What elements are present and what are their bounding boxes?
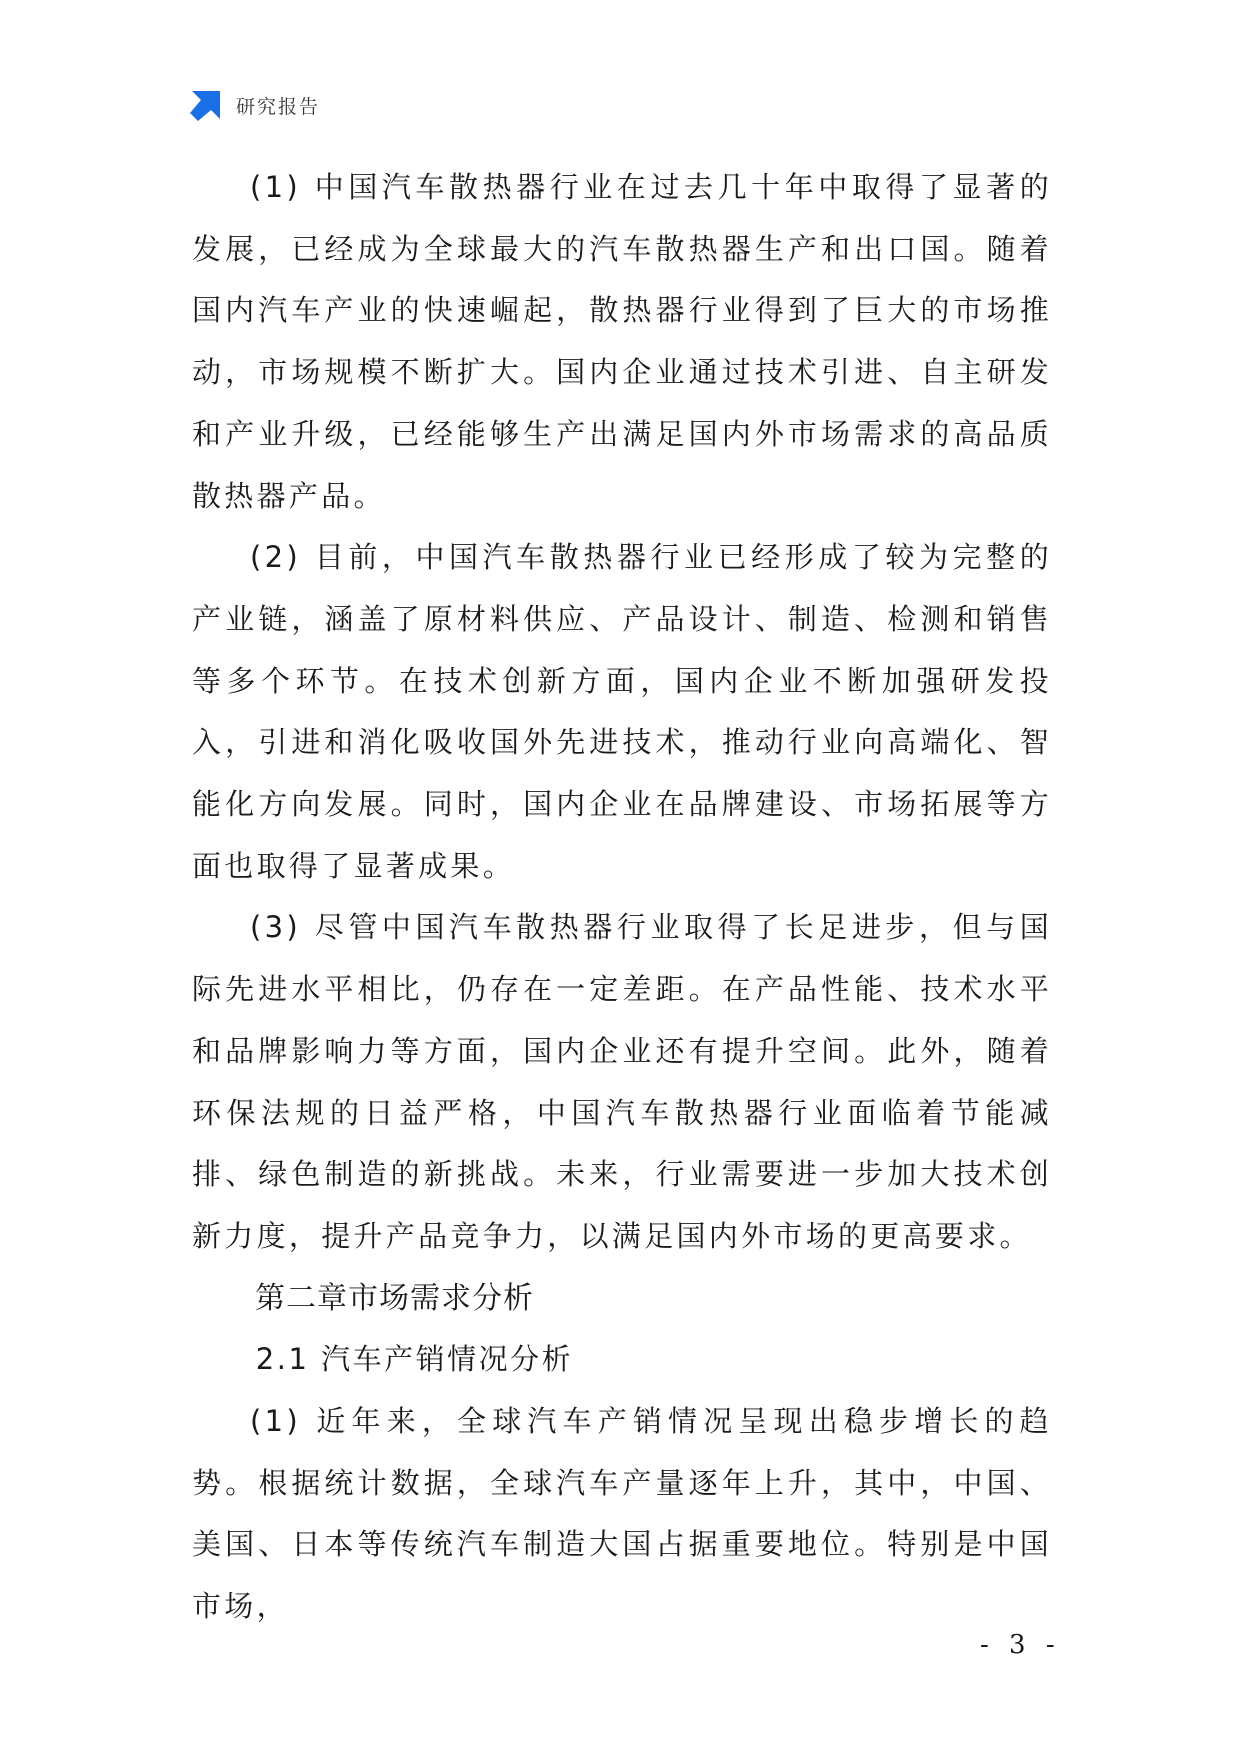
- page-number: - 3 -: [980, 1630, 1061, 1660]
- diagonal-arrow-logo-icon: [190, 89, 222, 121]
- document-body: [192, 157, 1052, 1624]
- report-label: 研究报告: [236, 95, 321, 118]
- body-paragraph-4: (1) 近年来，全球汽车产销情况呈现出稳步增长的趋势。根据统计数据，全球汽车产量逐年上升，其中，中国、美国、日本等传统汽车制造大国占据重要地位。特别是中国市场，: [192, 1404, 1052, 1624]
- body-paragraph-3: (3) 尽管中国汽车散热器行业取得了长足进步，但与国际先进水平相比，仍存在一定差距。在产品性能、技术水平和品牌影响力等方面，国内企业还有提升空间。此外，随着环保法规的日益严格，中国汽车散热器行业面临着节能减排、绿色制造的新挑战。未来，行业需要进一步加大技术创新力度，提升产品竞争力，以满足国内外市场的更高要求。: [192, 910, 1052, 1253]
- body-paragraph-2: (2) 目前，中国汽车散热器行业已经形成了较为完整的产业链，涵盖了原材料供应、产品设计、制造、检测和销售等多个环节。在技术创新方面，国内企业不断加强研发投入，引进和消化吸收国外先进技术，推动行业向高端化、智能化方向发展。同时，国内企业在品牌建设、市场拓展等方面也取得了显著成果。: [192, 540, 1052, 883]
- body-paragraph-1: (1) 中国汽车散热器行业在过去几十年中取得了显著的发展，已经成为全球最大的汽车散热器生产和出口国。随着国内汽车产业的快速崛起，散热器行业得到了巨大的市场推动，市场规模不断扩大。国内企业通过技术引进、自主研发和产业升级，已经能够生产出满足国内外市场需求的高品质散热器产品。: [192, 170, 1052, 513]
- chapter-heading: 第二章市场需求分析: [255, 1280, 534, 1316]
- page-header: [190, 88, 320, 122]
- section-heading: 2.1 汽车产销情况分析: [255, 1342, 574, 1377]
